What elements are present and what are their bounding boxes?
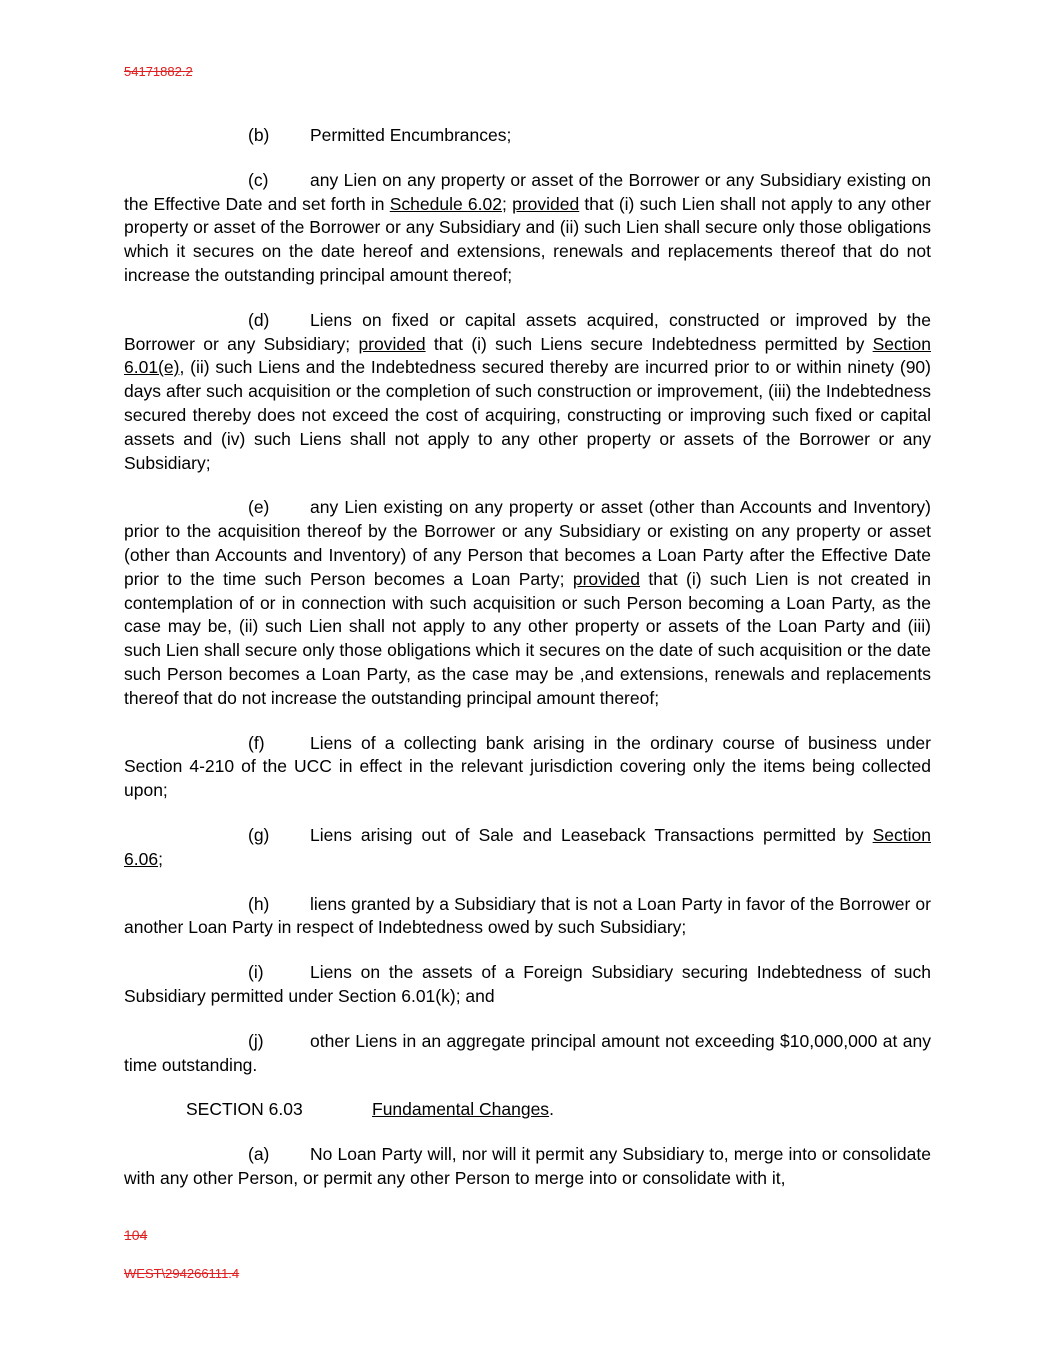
clause-label: (c) xyxy=(248,169,269,190)
footer-document-id: WEST\294266111.4 xyxy=(124,1266,240,1281)
clause-text: other Liens in an aggregate principal amount not exceeding $10,000,000 at any time outstanding. xyxy=(124,1030,931,1075)
clause-text: Permitted Encumbrances; xyxy=(310,125,512,145)
clause-g xyxy=(124,824,931,872)
section-reference: Section 6.06 xyxy=(124,824,931,869)
clause-i xyxy=(124,961,931,1009)
clause-h xyxy=(124,893,931,941)
clause-text: Liens arising out of Sale and Leaseback Transactions permitted by xyxy=(310,824,873,845)
header-document-id: 54171882.2 xyxy=(124,64,193,79)
clause-label: (h) xyxy=(248,893,270,914)
clause-b xyxy=(124,124,931,148)
clause-text: , (ii) such Liens and the Indebtedness secured thereby are incurred prior to or within ninety (90) days after such acquisition or the completion of such construction or improvement, (iii) the Indebtedness secured thereby does not exceed the cost of acquiring, constructing or improving such fixed or capital assets and (iv) such Liens shall not apply to any other property or assets of the Borrower or any Subsidiary; xyxy=(124,357,931,473)
section-number: SECTION 6.03 xyxy=(186,1099,303,1120)
clause-label: (j) xyxy=(248,1030,264,1051)
clause-text: No Loan Party will, nor will it permit any Subsidiary to, merge into or consolidate with any other Person, or permit any other Person to merge into or consolidate with it, xyxy=(124,1144,931,1188)
clause-text: that (i) such Liens secure Indebtedness permitted by xyxy=(425,333,873,354)
clause-text: any Lien on any property or asset of the Borrower or any Subsidiary existing on the Effective Date and set forth in xyxy=(124,169,931,214)
clause-text: Liens on the assets of a Foreign Subsidiary securing Indebtedness of such Subsidiary permitted under Section 6.01(k); and xyxy=(124,962,931,1006)
page-number: 104 xyxy=(124,1227,148,1243)
clause-text: Liens of a collecting bank arising in the ordinary course of business under Section 4-210 of the UCC in effect in the relevant jurisdiction covering only the items being collected upon; xyxy=(124,732,931,801)
clause-label: (e) xyxy=(248,497,270,518)
provided-term: provided xyxy=(572,568,640,589)
clause-label: (g) xyxy=(248,824,270,845)
clause-text: Liens on fixed or capital assets acquired, constructed or improved by the Borrower or any Subsidiary; xyxy=(124,309,931,354)
clause-label: (d) xyxy=(248,309,270,330)
clause-text: any Lien existing on any property or asset (other than Accounts and Inventory) prior to the acquisition thereof by the Borrower or any Subsidiary or existing on any property or asset (other than Accounts and Inventory) of any Person that becomes a Loan Party after the Effective Date prior to the time such Person becomes a Loan Party; xyxy=(124,497,931,589)
provided-term: provided xyxy=(358,333,426,354)
clause-text: liens granted by a Subsidiary that is not a Loan Party in favor of the Borrower or another Loan Party in respect of Indebtedness owed by such Subsidiary; xyxy=(124,893,931,938)
clause-label: (b) xyxy=(248,125,270,145)
section-reference: Section 6.01(e) xyxy=(124,333,931,378)
clause-label: (a) xyxy=(248,1144,270,1165)
clause-text: ; xyxy=(502,193,513,214)
clause-c xyxy=(124,169,931,288)
clause-text: that (i) such Lien shall not apply to any other property or asset of the Borrower or any Subsidiary and (ii) such Lien shall secure only those obligations which it secures on the date hereof and extensions, renewals and replacements thereof that do not increase the outstanding principal amount thereof; xyxy=(124,193,931,285)
schedule-reference: Schedule 6.02 xyxy=(389,193,502,214)
clause-text: ; xyxy=(158,848,163,869)
section-heading xyxy=(124,1098,931,1122)
clause-text: that (i) such Lien is not created in contemplation of or in connection with such acquisition or such Person becoming a Loan Party, as the case may be, (ii) such Lien shall not apply to any other property or assets of the Loan Party and (iii) such Lien shall secure only those obligations which it secures on the date of such acquisition or the date such Person becomes a Loan Party, as the case may be ,and extensions, renewals and replacements thereof that do not increase the outstanding principal amount thereof; xyxy=(124,568,931,708)
clause-e xyxy=(124,496,931,710)
section-title: Fundamental Changes xyxy=(372,1099,550,1120)
document-body xyxy=(124,124,931,1212)
clause-label: (f) xyxy=(248,732,265,753)
clause-j xyxy=(124,1030,931,1078)
clause-a xyxy=(124,1143,931,1191)
provided-term: provided xyxy=(512,193,580,214)
clause-d xyxy=(124,309,931,476)
section-title-period: . xyxy=(549,1099,554,1120)
clause-label: (i) xyxy=(248,962,264,983)
clause-f xyxy=(124,732,931,803)
